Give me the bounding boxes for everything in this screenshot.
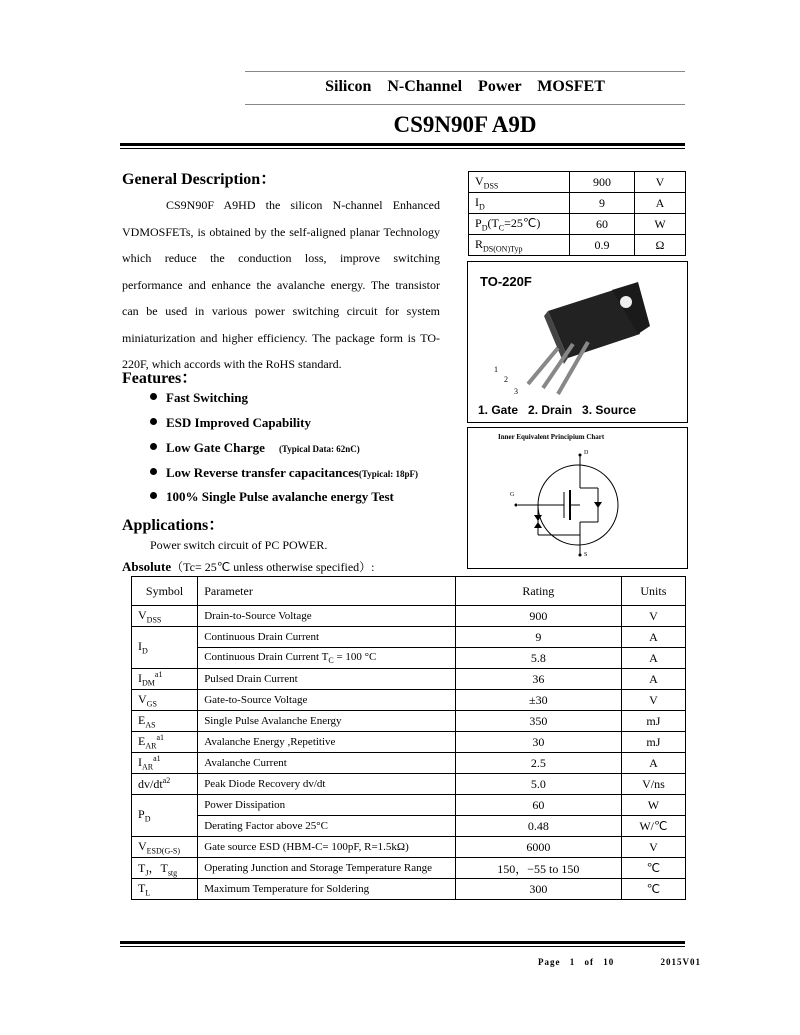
rating-cell: 5.8 <box>455 648 621 669</box>
key-spec-unit: A <box>634 193 685 214</box>
feature-item <box>150 415 311 431</box>
unit-cell: A <box>621 669 685 690</box>
key-spec-value: 900 <box>570 172 635 193</box>
parameter-cell: Gate-to-Source Voltage <box>198 690 456 711</box>
key-spec-symbol: $P_D(T_C=25℃)$ <box>469 214 570 235</box>
symbol-cell: $I_{DM}^{a1}$ <box>132 669 198 690</box>
unit-cell: V <box>621 837 685 858</box>
absolute-heading: Absolute <box>122 559 172 574</box>
bullet-icon <box>150 418 157 425</box>
unit-cell: W/℃ <box>621 816 685 837</box>
footer-rule-thin <box>120 946 685 947</box>
col-symbol: Symbol <box>132 577 198 606</box>
mosfet-symbol <box>508 450 658 560</box>
circuit-label-gate: G <box>510 492 515 498</box>
feature-note: (Typical Data: 62nC) <box>278 444 360 454</box>
symbol-cell: $I_{AR}^{a1}$ <box>132 753 198 774</box>
pin-legend: 1. Gate 2. Drain 3. Source <box>478 403 637 417</box>
rating-cell: 60 <box>455 795 621 816</box>
parameter-cell: Gate source ESD (HBM-C= 100pF, R=1.5kΩ) <box>198 837 456 858</box>
symbol-cell: $E_{AR}^{a1}$ <box>132 732 198 753</box>
applications-text: Power switch circuit of PC POWER. <box>150 538 328 552</box>
circuit-label-drain: D <box>584 450 589 456</box>
document-subtitle: Silicon N-Channel Power MOSFET <box>325 78 605 95</box>
unit-cell: V/ns <box>621 774 685 795</box>
feature-item <box>150 465 418 481</box>
pin-number-2: 2 <box>504 375 508 384</box>
general-description-text <box>122 192 440 378</box>
feature-text: Low Gate Charge <box>166 440 265 455</box>
package-box <box>467 261 688 423</box>
table-row <box>132 711 686 732</box>
key-spec-symbol: $V_{DSS}$ <box>469 172 570 193</box>
bullet-icon <box>150 393 157 400</box>
rating-cell: 36 <box>455 669 621 690</box>
absolute-ratings-table <box>131 576 686 900</box>
symbol-cell: $P_D$ <box>132 795 198 837</box>
feature-text: Low Reverse transfer capacitances <box>166 465 359 480</box>
symbol-cell: $dv/dt^{a2}$ <box>132 774 198 795</box>
feature-note: (Typical: 18pF) <box>358 469 418 479</box>
symbol-cell: $V_{ESD(G-S)}$ <box>132 837 198 858</box>
parameter-cell: Single Pulse Avalanche Energy <box>198 711 456 732</box>
key-spec-value: 60 <box>570 214 635 235</box>
table-row <box>132 858 686 879</box>
unit-cell: W <box>621 795 685 816</box>
rating-cell: 300 <box>455 879 621 900</box>
header-rule-bottom-thin <box>120 148 685 149</box>
key-spec-row <box>469 235 686 256</box>
symbol-cell: $V_{GS}$ <box>132 690 198 711</box>
table-row <box>132 753 686 774</box>
parameter-cell: Continuous Drain Current <box>198 627 456 648</box>
footer-rule-thick <box>120 941 685 944</box>
key-spec-unit: W <box>634 214 685 235</box>
bullet-icon <box>150 492 157 499</box>
rating-cell: 30 <box>455 732 621 753</box>
rating-cell: 5.0 <box>455 774 621 795</box>
absolute-heading-line <box>122 558 375 575</box>
feature-text: Fast Switching <box>166 390 248 405</box>
unit-cell: ℃ <box>621 858 685 879</box>
table-row <box>132 732 686 753</box>
table-row <box>132 669 686 690</box>
unit-cell: A <box>621 627 685 648</box>
symbol-cell: $E_{AS}$ <box>132 711 198 732</box>
pin-number-3: 3 <box>514 387 518 396</box>
table-row <box>132 837 686 858</box>
circuit-label-source: S <box>584 552 588 558</box>
key-specs-table <box>468 171 686 256</box>
parameter-cell: Maximum Temperature for Soldering <box>198 879 456 900</box>
parameter-cell: Drain-to-Source Voltage <box>198 606 456 627</box>
unit-cell: A <box>621 753 685 774</box>
symbol-cell: $V_{DSS}$ <box>132 606 198 627</box>
feature-text: ESD Improved Capability <box>166 415 311 430</box>
version: 2015V01 <box>660 957 701 967</box>
rating-cell: 150，−55 to 150 <box>455 858 621 879</box>
unit-cell: mJ <box>621 732 685 753</box>
rating-cell: 9 <box>455 627 621 648</box>
rating-cell: 2.5 <box>455 753 621 774</box>
header-rule-top <box>245 71 685 72</box>
feature-item <box>150 489 394 505</box>
page-footer <box>538 957 701 967</box>
parameter-cell: Pulsed Drain Current <box>198 669 456 690</box>
key-spec-row <box>469 172 686 193</box>
unit-cell: mJ <box>621 711 685 732</box>
rating-cell: 900 <box>455 606 621 627</box>
feature-text: 100% Single Pulse avalanche energy Test <box>166 489 394 504</box>
page-number: Page 1 of 10 <box>538 957 615 967</box>
table-row <box>132 606 686 627</box>
col-units: Units <box>621 577 685 606</box>
package-name: TO-220F <box>480 274 532 289</box>
key-spec-unit: Ω <box>634 235 685 256</box>
unit-cell: V <box>621 606 685 627</box>
bullet-icon <box>150 443 157 450</box>
parameter-cell: Avalanche Energy ,Repetitive <box>198 732 456 753</box>
header-rule-bottom-thick <box>120 143 685 146</box>
applications-heading: Applications： <box>122 517 225 534</box>
table-row <box>132 690 686 711</box>
symbol-cell: $T_L$ <box>132 879 198 900</box>
feature-item <box>150 440 360 456</box>
table-row <box>132 648 686 669</box>
parameter-cell: Continuous Drain Current $T_C = 100$ °C <box>198 648 456 669</box>
table-row <box>132 816 686 837</box>
rating-cell: 0.48 <box>455 816 621 837</box>
parameter-cell: Derating Factor above 25°C <box>198 816 456 837</box>
general-description-heading: General Description： <box>122 171 277 188</box>
key-spec-value: 0.9 <box>570 235 635 256</box>
rating-cell: 6000 <box>455 837 621 858</box>
key-spec-row <box>469 193 686 214</box>
symbol-cell: $T_J$，$T_{stg}$ <box>132 858 198 879</box>
key-spec-symbol: $I_D$ <box>469 193 570 214</box>
col-parameter: Parameter <box>198 577 456 606</box>
key-spec-symbol: $R_{DS(ON)Typ}$ <box>469 235 570 256</box>
pin-number-1: 1 <box>494 365 498 374</box>
unit-cell: ℃ <box>621 879 685 900</box>
parameter-cell: Avalanche Current <box>198 753 456 774</box>
key-spec-unit: V <box>634 172 685 193</box>
unit-cell: V <box>621 690 685 711</box>
key-spec-value: 9 <box>570 193 635 214</box>
feature-item <box>150 390 248 406</box>
part-number-title: CS9N90F A9D <box>393 112 537 137</box>
col-rating: Rating <box>455 577 621 606</box>
rating-cell: 350 <box>455 711 621 732</box>
equivalent-circuit-box <box>467 427 688 569</box>
table-row <box>132 627 686 648</box>
parameter-cell: Operating Junction and Storage Temperature Range <box>198 858 456 879</box>
to220f-package-image <box>488 276 668 401</box>
circuit-title: Inner Equivalent Principium Chart <box>498 433 605 441</box>
features-heading: Features： <box>122 370 198 387</box>
parameter-cell: Power Dissipation <box>198 795 456 816</box>
absolute-condition: （Tc= 25℃ unless otherwise specified）: <box>171 560 375 574</box>
table-row <box>132 774 686 795</box>
bullet-icon <box>150 468 157 475</box>
general-description-body: CS9N90F A9HD the silicon N-channel Enhanced VDMOSFETs, is obtained by the self-aligned planar Technology which reduce the conduction loss, improve switching performance and enhance the avalanche energy. The transistor can be used in various power switching circuit for system miniaturization and higher efficiency. The package form is TO-220F, which accords with the RoHS standard. <box>122 198 440 371</box>
table-row <box>132 879 686 900</box>
rating-cell: ±30 <box>455 690 621 711</box>
header-rule-mid <box>245 104 685 105</box>
table-row <box>132 795 686 816</box>
symbol-cell: $I_D$ <box>132 627 198 669</box>
key-spec-row <box>469 214 686 235</box>
unit-cell: A <box>621 648 685 669</box>
parameter-cell: Peak Diode Recovery dv/dt <box>198 774 456 795</box>
